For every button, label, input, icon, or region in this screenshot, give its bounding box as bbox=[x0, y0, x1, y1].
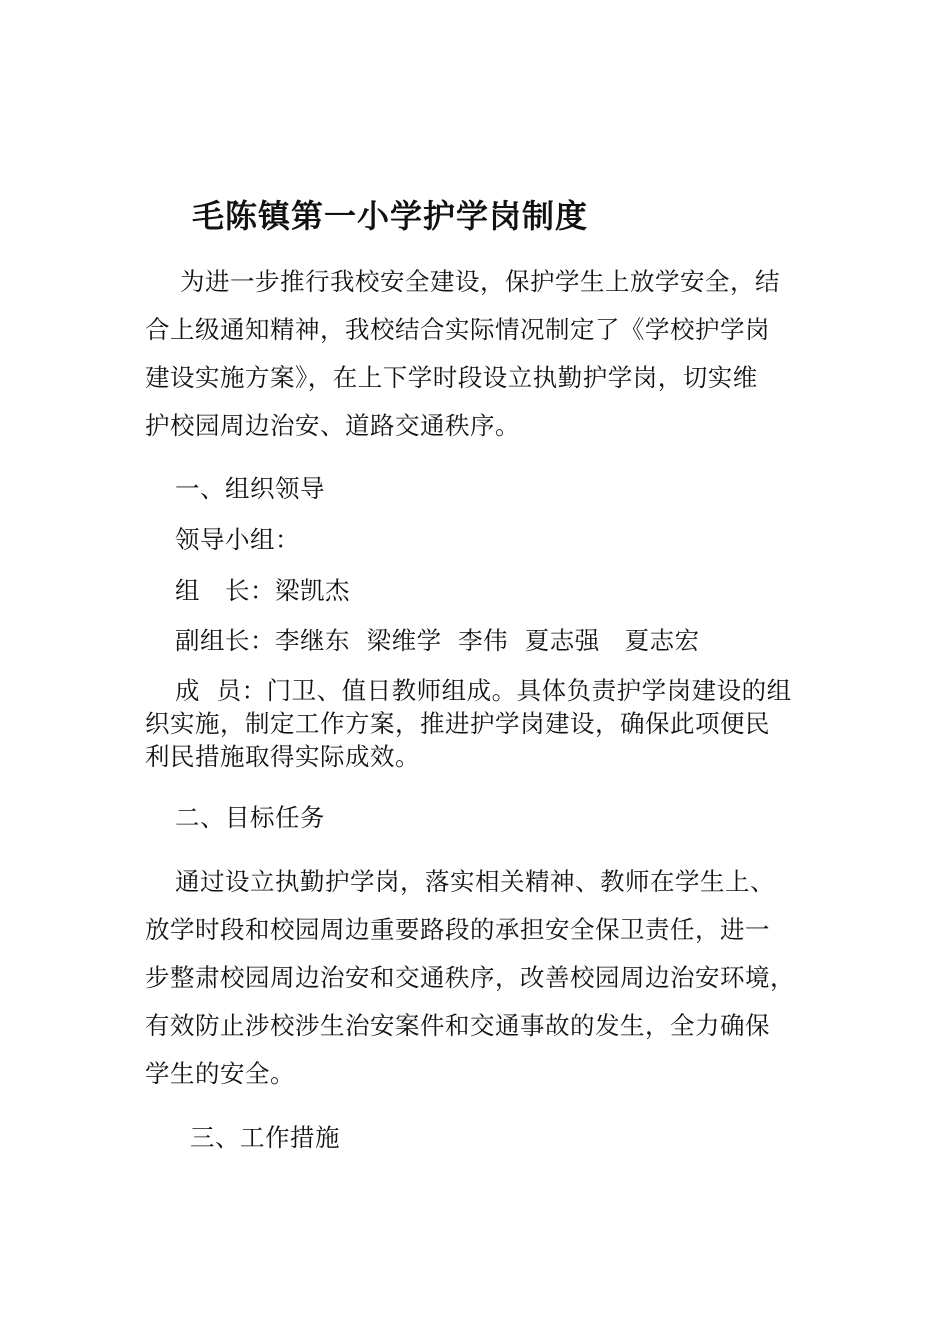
goals-line: 学生的安全。 bbox=[145, 1059, 295, 1088]
section-heading-organization: 一、组织领导 bbox=[175, 474, 325, 503]
members-line: 织实施，制定工作方案，推进护学岗建设，确保此项便民 bbox=[145, 709, 770, 738]
group-leader: 组 长：梁凯杰 bbox=[175, 576, 350, 605]
section-heading-measures: 三、工作措施 bbox=[190, 1123, 340, 1152]
goals-line: 放学时段和校园周边重要路段的承担安全保卫责任，进一 bbox=[145, 915, 770, 944]
intro-line: 合上级通知精神，我校结合实际情况制定了《学校护学岗 bbox=[145, 315, 770, 344]
goals-line: 有效防止涉校涉生治安案件和交通事故的发生，全力确保 bbox=[145, 1011, 770, 1040]
members-line: 成 员：门卫、值日教师组成。具体负责护学岗建设的组 bbox=[175, 676, 792, 705]
deputy-leaders: 副组长：李继东 梁维学 李伟 夏志强 夏志宏 bbox=[175, 626, 700, 655]
document-title: 毛陈镇第一小学护学岗制度 bbox=[192, 197, 589, 235]
leadership-group-label: 领导小组： bbox=[175, 525, 300, 554]
goals-line: 步整肃校园周边治安和交通秩序，改善校园周边治安环境， bbox=[145, 963, 795, 992]
intro-line: 护校园周边治安、道路交通秩序。 bbox=[145, 411, 520, 440]
section-heading-goals: 二、目标任务 bbox=[175, 803, 325, 832]
goals-line: 通过设立执勤护学岗，落实相关精神、教师在学生上、 bbox=[175, 867, 775, 896]
intro-line: 为进一步推行我校安全建设，保护学生上放学安全，结 bbox=[180, 267, 780, 296]
members-line: 利民措施取得实际成效。 bbox=[145, 742, 420, 771]
intro-line: 建设实施方案》，在上下学时段设立执勤护学岗，切实维 bbox=[145, 363, 758, 392]
